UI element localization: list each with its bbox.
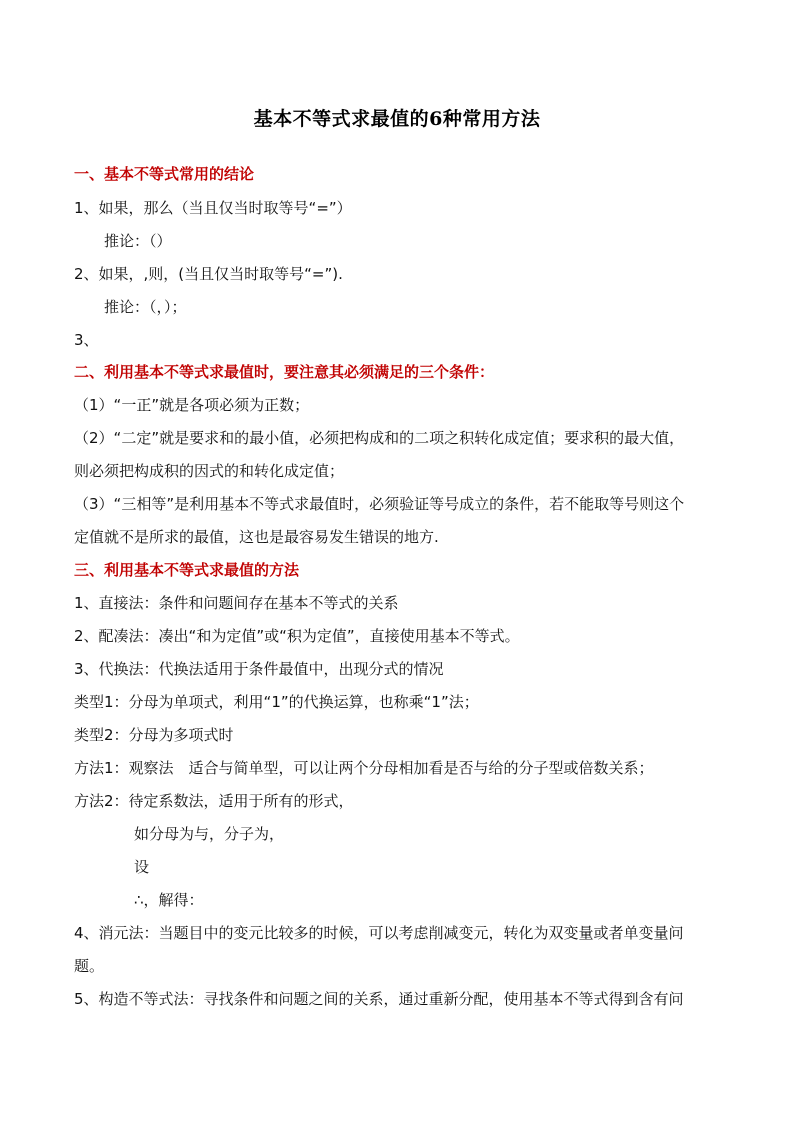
- method-4-line-2: 题。: [74, 957, 105, 975]
- document-title: 基本不等式求最值的6种常用方法: [253, 108, 541, 130]
- method-5-line-1: 5、构造不等式法：寻找条件和问题之间的关系，通过重新分配，使用基本不等式得到含有问: [74, 990, 684, 1008]
- condition-2-line-2: 则必须把构成积的因式的和转化成定值；: [74, 462, 345, 480]
- approach-2-step-c: ∴，解得：: [134, 891, 204, 909]
- method-2: 2、配凑法：凑出“和为定值”或“积为定值”，直接使用基本不等式。: [74, 627, 520, 645]
- conclusion-1: 1、如果，那么（当且仅当时取等号“=”）: [74, 199, 352, 217]
- method-1: 1、直接法：条件和问题间存在基本不等式的关系: [74, 594, 399, 612]
- section2-heading: 二、利用基本不等式求最值时，要注意其必须满足的三个条件：: [74, 363, 495, 381]
- approach-2-step-b: 设: [134, 858, 150, 876]
- condition-1: （1）“一正”就是各项必须为正数；: [74, 396, 310, 414]
- method-4-line-1: 4、消元法：当题目中的变元比较多的时候，可以考虑削减变元，转化为双变量或者单变量问: [74, 924, 684, 942]
- conclusion-3: 3、: [74, 331, 99, 349]
- section1-heading: 一、基本不等式常用的结论: [74, 165, 255, 183]
- approach-2-step-a: 如分母为与，分子为，: [134, 825, 285, 843]
- type-2-approach-2: 方法2：待定系数法，适用于所有的形式，: [74, 792, 354, 810]
- conclusion-1-corollary: 推论：（）: [104, 232, 172, 250]
- condition-3-line-2: 定值就不是所求的最值，这也是最容易发生错误的地方.: [74, 528, 439, 546]
- condition-3-line-1: （3）“三相等”是利用基本不等式求最值时，必须验证等号成立的条件，若不能取等号则这个: [74, 495, 685, 513]
- section3-heading: 三、利用基本不等式求最值的方法: [74, 561, 300, 579]
- condition-2-line-1: （2）“二定”就是要求和的最小值，必须把构成和的二项之积转化成定值；要求积的最大值，: [74, 429, 685, 447]
- type-2-approach-1: 方法1：观察法 适合与简单型，可以让两个分母相加看是否与给的分子型或倍数关系；: [74, 759, 654, 777]
- method-3-type-1: 类型1：分母为单项式，利用“1”的代换运算，也称乘“1”法；: [74, 693, 479, 711]
- conclusion-2-corollary: 推论：（，）；: [104, 298, 187, 316]
- method-3: 3、代换法：代换法适用于条件最值中，出现分式的情况: [74, 660, 444, 678]
- method-3-type-2: 类型2：分母为多项式时: [74, 726, 234, 744]
- conclusion-2: 2、如果，,则，(当且仅当时取等号“=”).: [74, 265, 343, 283]
